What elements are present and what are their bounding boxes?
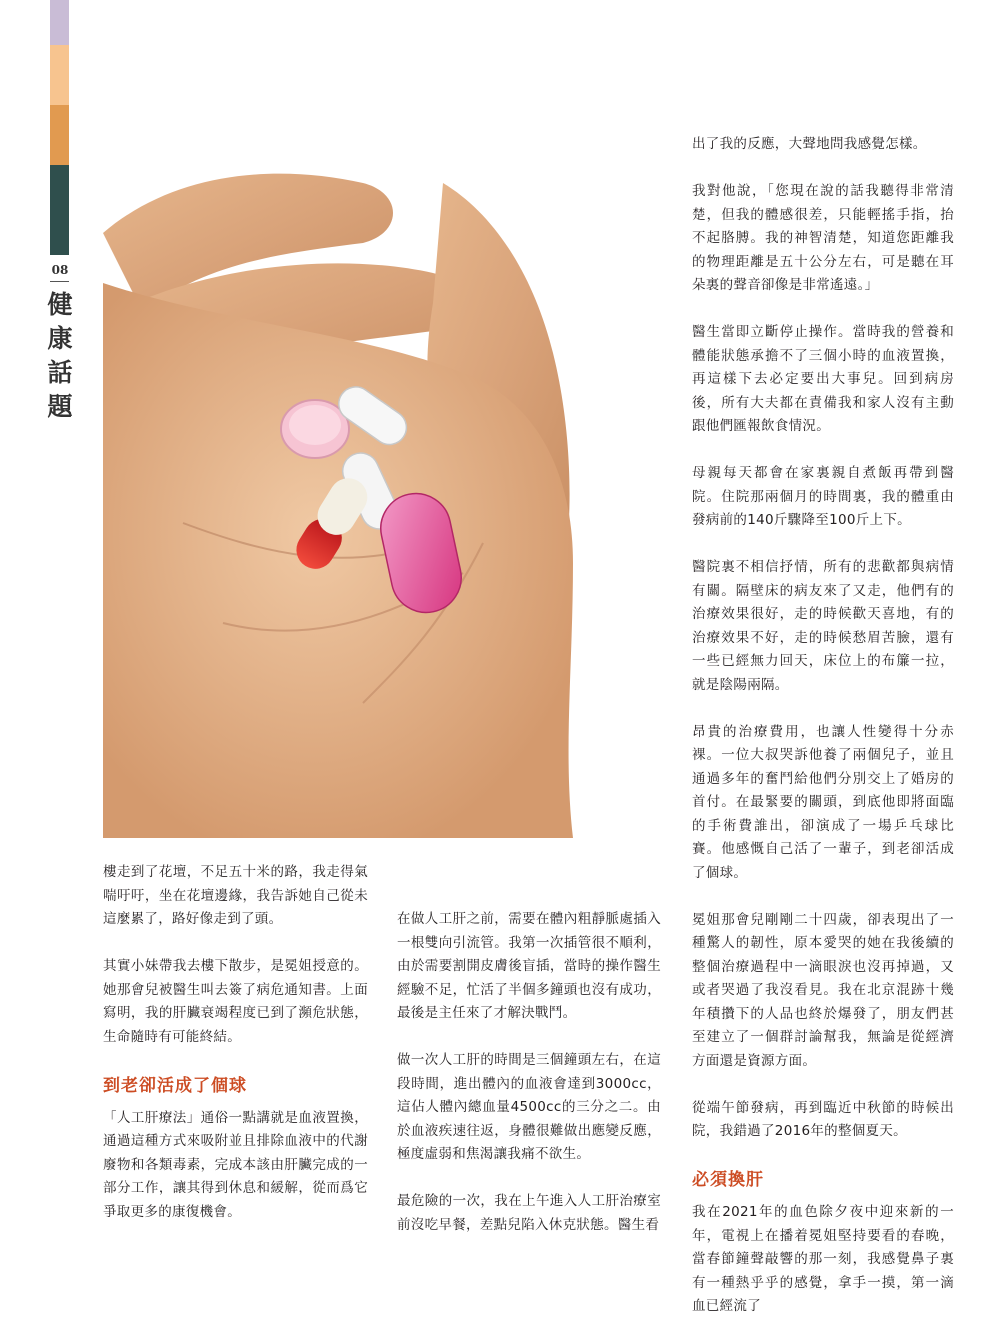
paragraph: 最危險的一次，我在上午進入人工肝治療室前沒吃早餐，差點兒陷入休克狀態。醫生看 [397, 1193, 661, 1233]
paragraph: 在做人工肝之前，需要在體內粗靜脈處插入一根雙向引流管。我第一次插管很不順利，由於需要割開皮膚後盲插，當時的操作醫生經驗不足，忙活了半個多鐘頭也沒有成功，最後是主任來了才解決戰鬥。 [397, 911, 661, 1021]
subheading: 必須換肝 [692, 1170, 764, 1190]
text-column-3 [692, 133, 954, 1342]
paragraph: 其實小妹帶我去樓下散步，是冕姐授意的。她那會兒被醫生叫去簽了病危通知書。上面寫明，我的肝臟衰竭程度已到了瀕危狀態，生命隨時有可能終結。 [103, 958, 368, 1045]
paragraph: 昂貴的治療費用，也讓人性變得十分赤裸。一位大叔哭訴他養了兩個兒子，並且通過多年的奮鬥給他們分別交上了婚房的首付。在最緊要的關頭，到底他即將面臨的手術費誰出，卻演成了一場乒乓球比賽。他感慨自己活了一輩子，到老卻活成了個球。 [692, 723, 954, 881]
text-column-1 [103, 861, 368, 1248]
paragraph: 出了我的反應，大聲地問我感覺怎樣。 [692, 136, 927, 152]
paragraph: 醫生當即立斷停止操作。當時我的營養和體能狀態承擔不了三個小時的血液置換，再這樣下去必定要出大事兒。回到病房後，所有大夫都在責備我和家人沒有主動跟他們匯報飲食情況。 [692, 324, 954, 434]
page-number-rule [50, 281, 69, 282]
section-title-char: 康 [47, 324, 73, 353]
paragraph: 我對他說，「您現在說的話我聽得非常清楚，但我的體感很差，只能輕搖手指，抬不起胳膊。我的神智清楚，知道您距離我的物理距離是五十公分左右，可是聽在耳朵裏的聲音卻像是非常遙遠。」 [692, 183, 954, 293]
paragraph: 「人工肝療法」通俗一點講就是血液置換，通過這種方式來吸附並且排除血液中的代謝廢物和各類毒素，完成本該由肝臟完成的一部分工作，讓其得到休息和緩解，從而爲它爭取更多的康復機會。 [103, 1109, 368, 1220]
paragraph: 我在2021年的血色除夕夜中迎來新的一年，電視上在播着冕姐堅持要看的春晚，當春節鐘聲敲響的那一刻，我感覺鼻子裏有一種熱乎乎的感覺，拿手一摸，第一滴血已經流了 [692, 1204, 954, 1314]
paragraph: 做一次人工肝的時間是三個鐘頭左右，在這段時間，進出體內的血液會達到3000cc，這佔人體內總血量4500cc的三分之二。由於血液疾速往返，身體很難做出應變反應，極度虛弱和焦渴讓我痛不欲生。 [397, 1052, 661, 1162]
section-title-char: 話 [47, 358, 73, 387]
color-strip-lavender [50, 0, 69, 45]
paragraph: 醫院裏不相信抒情，所有的悲歡都與病情有關。隔壁床的病友來了又走，他們有的治療效果很好，走的時候歡天喜地，有的治療效果不好，走的時候愁眉苦臉，還有一些已經無力回天，床位上的布簾一拉，就是陰陽兩隔。 [692, 559, 954, 693]
subheading: 到老卻活成了個球 [103, 1075, 247, 1096]
paragraph: 母親每天都會在家裏親自煮飯再帶到醫院。住院那兩個月的時間裏，我的體重由發病前的140斤驟降至100斤上下。 [692, 465, 954, 528]
hand-with-pills-photo [103, 103, 660, 838]
text-column-2 [397, 908, 661, 1261]
section-title-char: 題 [47, 392, 73, 421]
color-strip-orange [50, 105, 69, 165]
color-strip-teal [50, 165, 69, 255]
page-number: 08 [51, 263, 69, 277]
section-title [46, 288, 74, 424]
section-title-char: 健 [47, 290, 73, 319]
paragraph: 冕姐那會兒剛剛二十四歲，卻表現出了一種驚人的韌性，原本愛哭的她在我後續的整個治療過程中一滴眼淚也沒再掉過，又或者哭過了我沒看見。我在北京混跡十幾年積攢下的人品也終於爆發了，朋友們甚至建立了一個群討論幫我，無論是從經濟方面還是資源方面。 [692, 911, 954, 1069]
paragraph: 樓走到了花壇，不足五十米的路，我走得氣喘吁吁，坐在花壇邊緣，我告訴她自己從未這麼累了，路好像走到了頭。 [103, 864, 368, 927]
paragraph: 從端午節發病，再到臨近中秋節的時候出院，我錯過了2016年的整個夏天。 [692, 1099, 954, 1139]
color-strip-peach [50, 45, 69, 105]
